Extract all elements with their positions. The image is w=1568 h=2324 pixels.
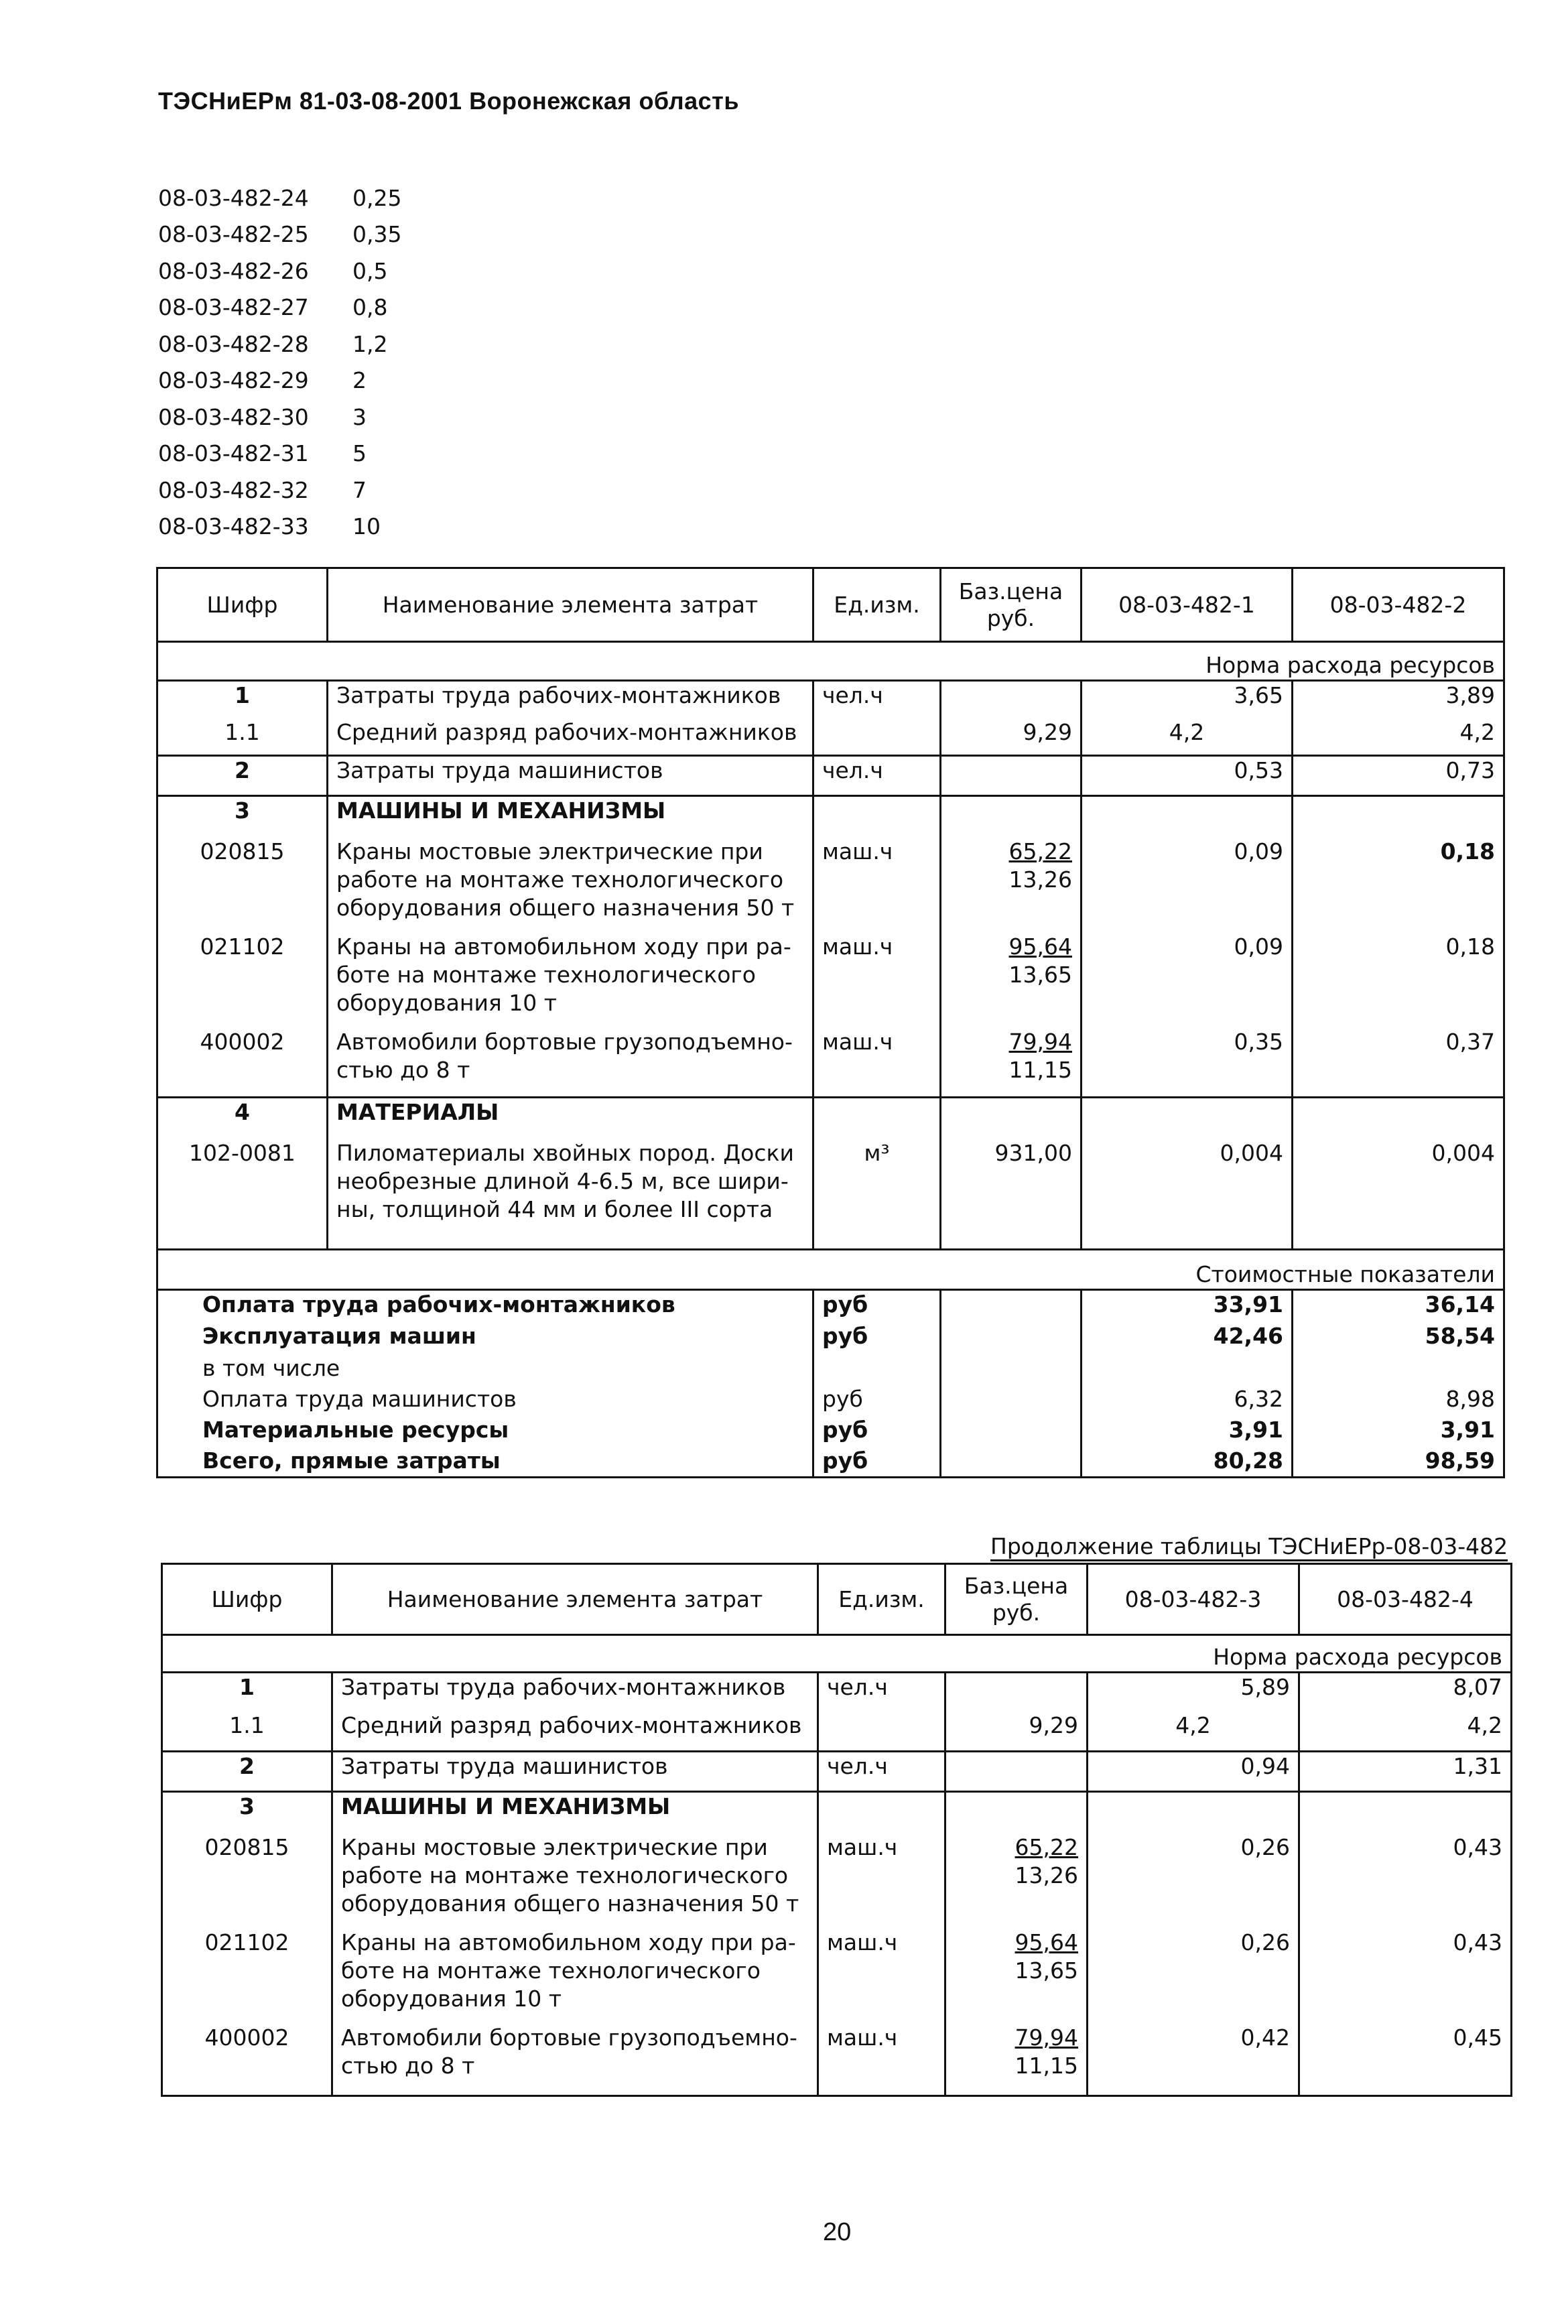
row-value-1: 0,35 [1082,1028,1293,1098]
row-price: 9,29 [945,1712,1088,1752]
codes-list [158,180,507,545]
price-total: 95,64 [1015,1929,1078,1955]
value: 7 [352,476,367,503]
header-col-2: 08-03-482-2 [1293,568,1504,642]
row-value-2: 3,89 [1293,681,1504,718]
value: 3 [352,403,367,430]
cost-value-2: 3,91 [1293,1416,1504,1447]
row-name: Автомобили бортовые грузоподъемно-стью до 8 т [328,1028,813,1098]
row-name: Затраты труда рабочих-монтажников [332,1673,818,1712]
section-code: 4 [157,1098,328,1139]
table-header [157,568,1504,642]
page-header: ТЭСНиЕРм 81-03-08-2001 Воронежская область [158,87,739,115]
table-row [162,1752,1512,1792]
row-unit: чел.ч [813,756,941,796]
row-code: 2 [162,1752,332,1792]
cost-value-1: 6,32 [1082,1385,1293,1416]
row-code: 400002 [162,2024,332,2096]
row-name: Краны на автомобильном ходу при ра-боте на монтаже технологического оборудования 10 т [332,1929,818,2024]
table-row [157,756,1504,796]
row-price [945,2024,1088,2096]
table-header [162,1564,1512,1635]
list-item [158,180,507,216]
cost-unit: руб [813,1322,941,1354]
row-unit [818,1712,945,1752]
price-labor: 13,65 [1008,961,1072,988]
list-item [158,509,507,545]
row-code: 2 [157,756,328,796]
row-name: Средний разряд рабочих-монтажников [328,718,813,756]
header-name: Наименование элемента затрат [328,568,813,642]
header-unit: Ед.изм. [813,568,941,642]
row-name: Краны на автомобильном ходу при ра-боте на монтаже технологического оборудования 10 т [328,933,813,1028]
row-value-1: 0,42 [1088,2024,1299,2096]
row-value-2: 0,45 [1299,2024,1512,2096]
cost-name: Оплата труда машинистов [157,1385,813,1416]
row-unit: чел.ч [813,681,941,718]
row-name: Краны мостовые электрические при работе на монтаже технологического оборудования общего назначения 50 т [332,1833,818,1929]
price-total: 65,22 [1008,838,1072,864]
cost-value-2: 98,59 [1293,1447,1504,1478]
continuation-caption: Продолжение таблицы ТЭСНиЕРр-08-03-482 [990,1533,1508,1561]
cost-row [157,1354,1504,1385]
row-value-1: 0,94 [1088,1752,1299,1792]
row-unit: маш.ч [813,838,941,933]
list-item [158,363,507,399]
price-total: 79,94 [1015,2024,1078,2051]
norm-label-row [162,1635,1512,1673]
header-col-1: 08-03-482-1 [1082,568,1293,642]
cost-unit: руб [813,1447,941,1478]
table-row [157,838,1504,933]
row-unit: м³ [813,1139,941,1250]
row-value-1: 5,89 [1088,1673,1299,1712]
row-price [945,1673,1088,1712]
list-item [158,289,507,326]
row-price [945,1929,1088,2024]
header-price: Баз.цена руб. [945,1564,1088,1635]
code: 08-03-482-33 [158,513,309,540]
cost-value-2: 58,54 [1293,1322,1504,1354]
cost-value-2: 8,98 [1293,1385,1504,1416]
section-code: 3 [157,796,328,838]
table-row [162,1712,1512,1752]
cost-name: Материальные ресурсы [157,1416,813,1447]
code: 08-03-482-27 [158,294,309,321]
row-unit: маш.ч [818,1929,945,2024]
code: 08-03-482-25 [158,221,309,248]
price-labor: 13,26 [1008,866,1072,893]
table-row [162,2024,1512,2096]
cost-row [157,1290,1504,1322]
list-item [158,436,507,472]
row-code: 1.1 [157,718,328,756]
row-unit: маш.ч [818,2024,945,2096]
header-code: Шифр [162,1564,332,1635]
header-name: Наименование элемента затрат [332,1564,818,1635]
price-labor: 13,26 [1015,1862,1078,1888]
row-code: 102-0081 [157,1139,328,1250]
cost-row [157,1322,1504,1354]
resource-table-1 [156,567,1505,1478]
section-row [157,1098,1504,1139]
row-price [941,933,1082,1028]
table-row [157,1139,1504,1250]
row-price [941,756,1082,796]
table-row [162,1833,1512,1929]
norm-label: Норма расхода ресурсов [157,642,1504,681]
header-col-2: 08-03-482-4 [1299,1564,1512,1635]
row-unit: маш.ч [813,933,941,1028]
row-price [941,838,1082,933]
value: 0,25 [352,184,402,211]
cost-name: Всего, прямые затраты [157,1447,813,1478]
price-total: 65,22 [1015,1833,1078,1860]
row-value-2: 0,43 [1299,1833,1512,1929]
row-value-1: 0,09 [1082,933,1293,1028]
cost-unit: руб [813,1290,941,1322]
table-row [162,1673,1512,1712]
section-row [162,1792,1512,1833]
header-unit: Ед.изм. [818,1564,945,1635]
row-name: Затраты труда рабочих-монтажников [328,681,813,718]
value: 1,2 [352,330,388,357]
cost-row [157,1385,1504,1416]
value: 0,35 [352,221,402,248]
table-row [157,933,1504,1028]
row-value-1: 0,53 [1082,756,1293,796]
row-value-1: 0,26 [1088,1833,1299,1929]
list-item [158,253,507,289]
row-price [945,1833,1088,1929]
cost-unit: руб [813,1416,941,1447]
row-value-2: 1,31 [1299,1752,1512,1792]
norm-label-row [157,642,1504,681]
list-item [158,472,507,509]
code: 08-03-482-28 [158,330,309,357]
header-price: Баз.цена руб. [941,568,1082,642]
row-name: Затраты труда машинистов [328,756,813,796]
row-code: 021102 [157,933,328,1028]
row-name: Средний разряд рабочих-монтажников [332,1712,818,1752]
price-total: 79,94 [1008,1028,1072,1055]
norm-label: Норма расхода ресурсов [162,1635,1512,1673]
row-value-2: 4,2 [1293,718,1504,756]
section-code: 3 [162,1792,332,1833]
section-title: МАШИНЫ И МЕХАНИЗМЫ [328,796,813,838]
list-item [158,399,507,436]
row-name: Пиломатериалы хвойных пород. Доски необрезные длиной 4-6.5 м, все шири-ны, толщиной 44 мм и более III сорта [328,1139,813,1250]
cost-row [157,1447,1504,1478]
code: 08-03-482-31 [158,440,309,467]
table-row [162,1929,1512,2024]
row-unit: чел.ч [818,1752,945,1792]
row-price [941,681,1082,718]
row-unit [813,718,941,756]
row-value-1: 0,09 [1082,838,1293,933]
row-code: 1.1 [162,1712,332,1752]
section-title: МАШИНЫ И МЕХАНИЗМЫ [332,1792,818,1833]
row-value-1: 4,2 [1088,1712,1299,1752]
code: 08-03-482-30 [158,403,309,430]
price-total: 95,64 [1008,933,1072,960]
price-labor: 11,15 [1008,1056,1072,1083]
value: 10 [352,513,381,540]
row-value-2: 0,004 [1293,1139,1504,1250]
page-number: 20 [823,2218,852,2246]
cost-name: в том числе [157,1354,813,1385]
row-value-1: 3,65 [1082,681,1293,718]
row-code: 020815 [157,838,328,933]
cost-unit: руб [813,1385,941,1416]
cost-label-row [157,1250,1504,1290]
header-col-1: 08-03-482-3 [1088,1564,1299,1635]
row-name: Автомобили бортовые грузоподъемно-стью до 8 т [332,2024,818,2096]
row-unit: маш.ч [813,1028,941,1098]
price-labor: 11,15 [1015,2052,1078,2079]
cost-row [157,1416,1504,1447]
table-row [157,718,1504,756]
code: 08-03-482-24 [158,184,309,211]
row-value-2: 8,07 [1299,1673,1512,1712]
table-row [157,1028,1504,1098]
row-value-1: 0,26 [1088,1929,1299,2024]
code: 08-03-482-26 [158,257,309,284]
header-code: Шифр [157,568,328,642]
row-code: 020815 [162,1833,332,1929]
row-price [941,1028,1082,1098]
row-code: 021102 [162,1929,332,2024]
cost-name: Оплата труда рабочих-монтажников [157,1290,813,1322]
row-unit: чел.ч [818,1673,945,1712]
row-value-1: 4,2 [1082,718,1293,756]
row-code: 1 [162,1673,332,1712]
value: 5 [352,440,367,467]
cost-name: Эксплуатация машин [157,1322,813,1354]
row-value-1: 0,004 [1082,1139,1293,1250]
value: 0,8 [352,294,388,321]
row-unit: маш.ч [818,1833,945,1929]
row-name: Затраты труда машинистов [332,1752,818,1792]
row-value-2: 0,37 [1293,1028,1504,1098]
cost-label: Стоимостные показатели [157,1250,1504,1290]
row-price: 931,00 [941,1139,1082,1250]
code: 08-03-482-29 [158,367,309,394]
row-price: 9,29 [941,718,1082,756]
cost-value-2: 36,14 [1293,1290,1504,1322]
price-labor: 13,65 [1015,1957,1078,1984]
section-row [157,796,1504,838]
row-value-2: 0,18 [1293,933,1504,1028]
list-item [158,216,507,253]
row-value-2: 0,43 [1299,1929,1512,2024]
resource-table-2 [161,1563,1512,2097]
code: 08-03-482-32 [158,476,309,503]
value: 0,5 [352,257,388,284]
table-row [157,681,1504,718]
cost-value-1: 42,46 [1082,1322,1293,1354]
value: 2 [352,367,367,394]
cost-value-1: 33,91 [1082,1290,1293,1322]
row-value-2: 0,73 [1293,756,1504,796]
cost-value-1: 80,28 [1082,1447,1293,1478]
row-price [945,1752,1088,1792]
row-value-2: 0,18 [1293,838,1504,933]
row-value-2: 4,2 [1299,1712,1512,1752]
row-name: Краны мостовые электрические при работе на монтаже технологического оборудования общего назначения 50 т [328,838,813,933]
list-item [158,326,507,363]
section-title: МАТЕРИАЛЫ [328,1098,813,1139]
row-code: 1 [157,681,328,718]
cost-value-1: 3,91 [1082,1416,1293,1447]
row-code: 400002 [157,1028,328,1098]
